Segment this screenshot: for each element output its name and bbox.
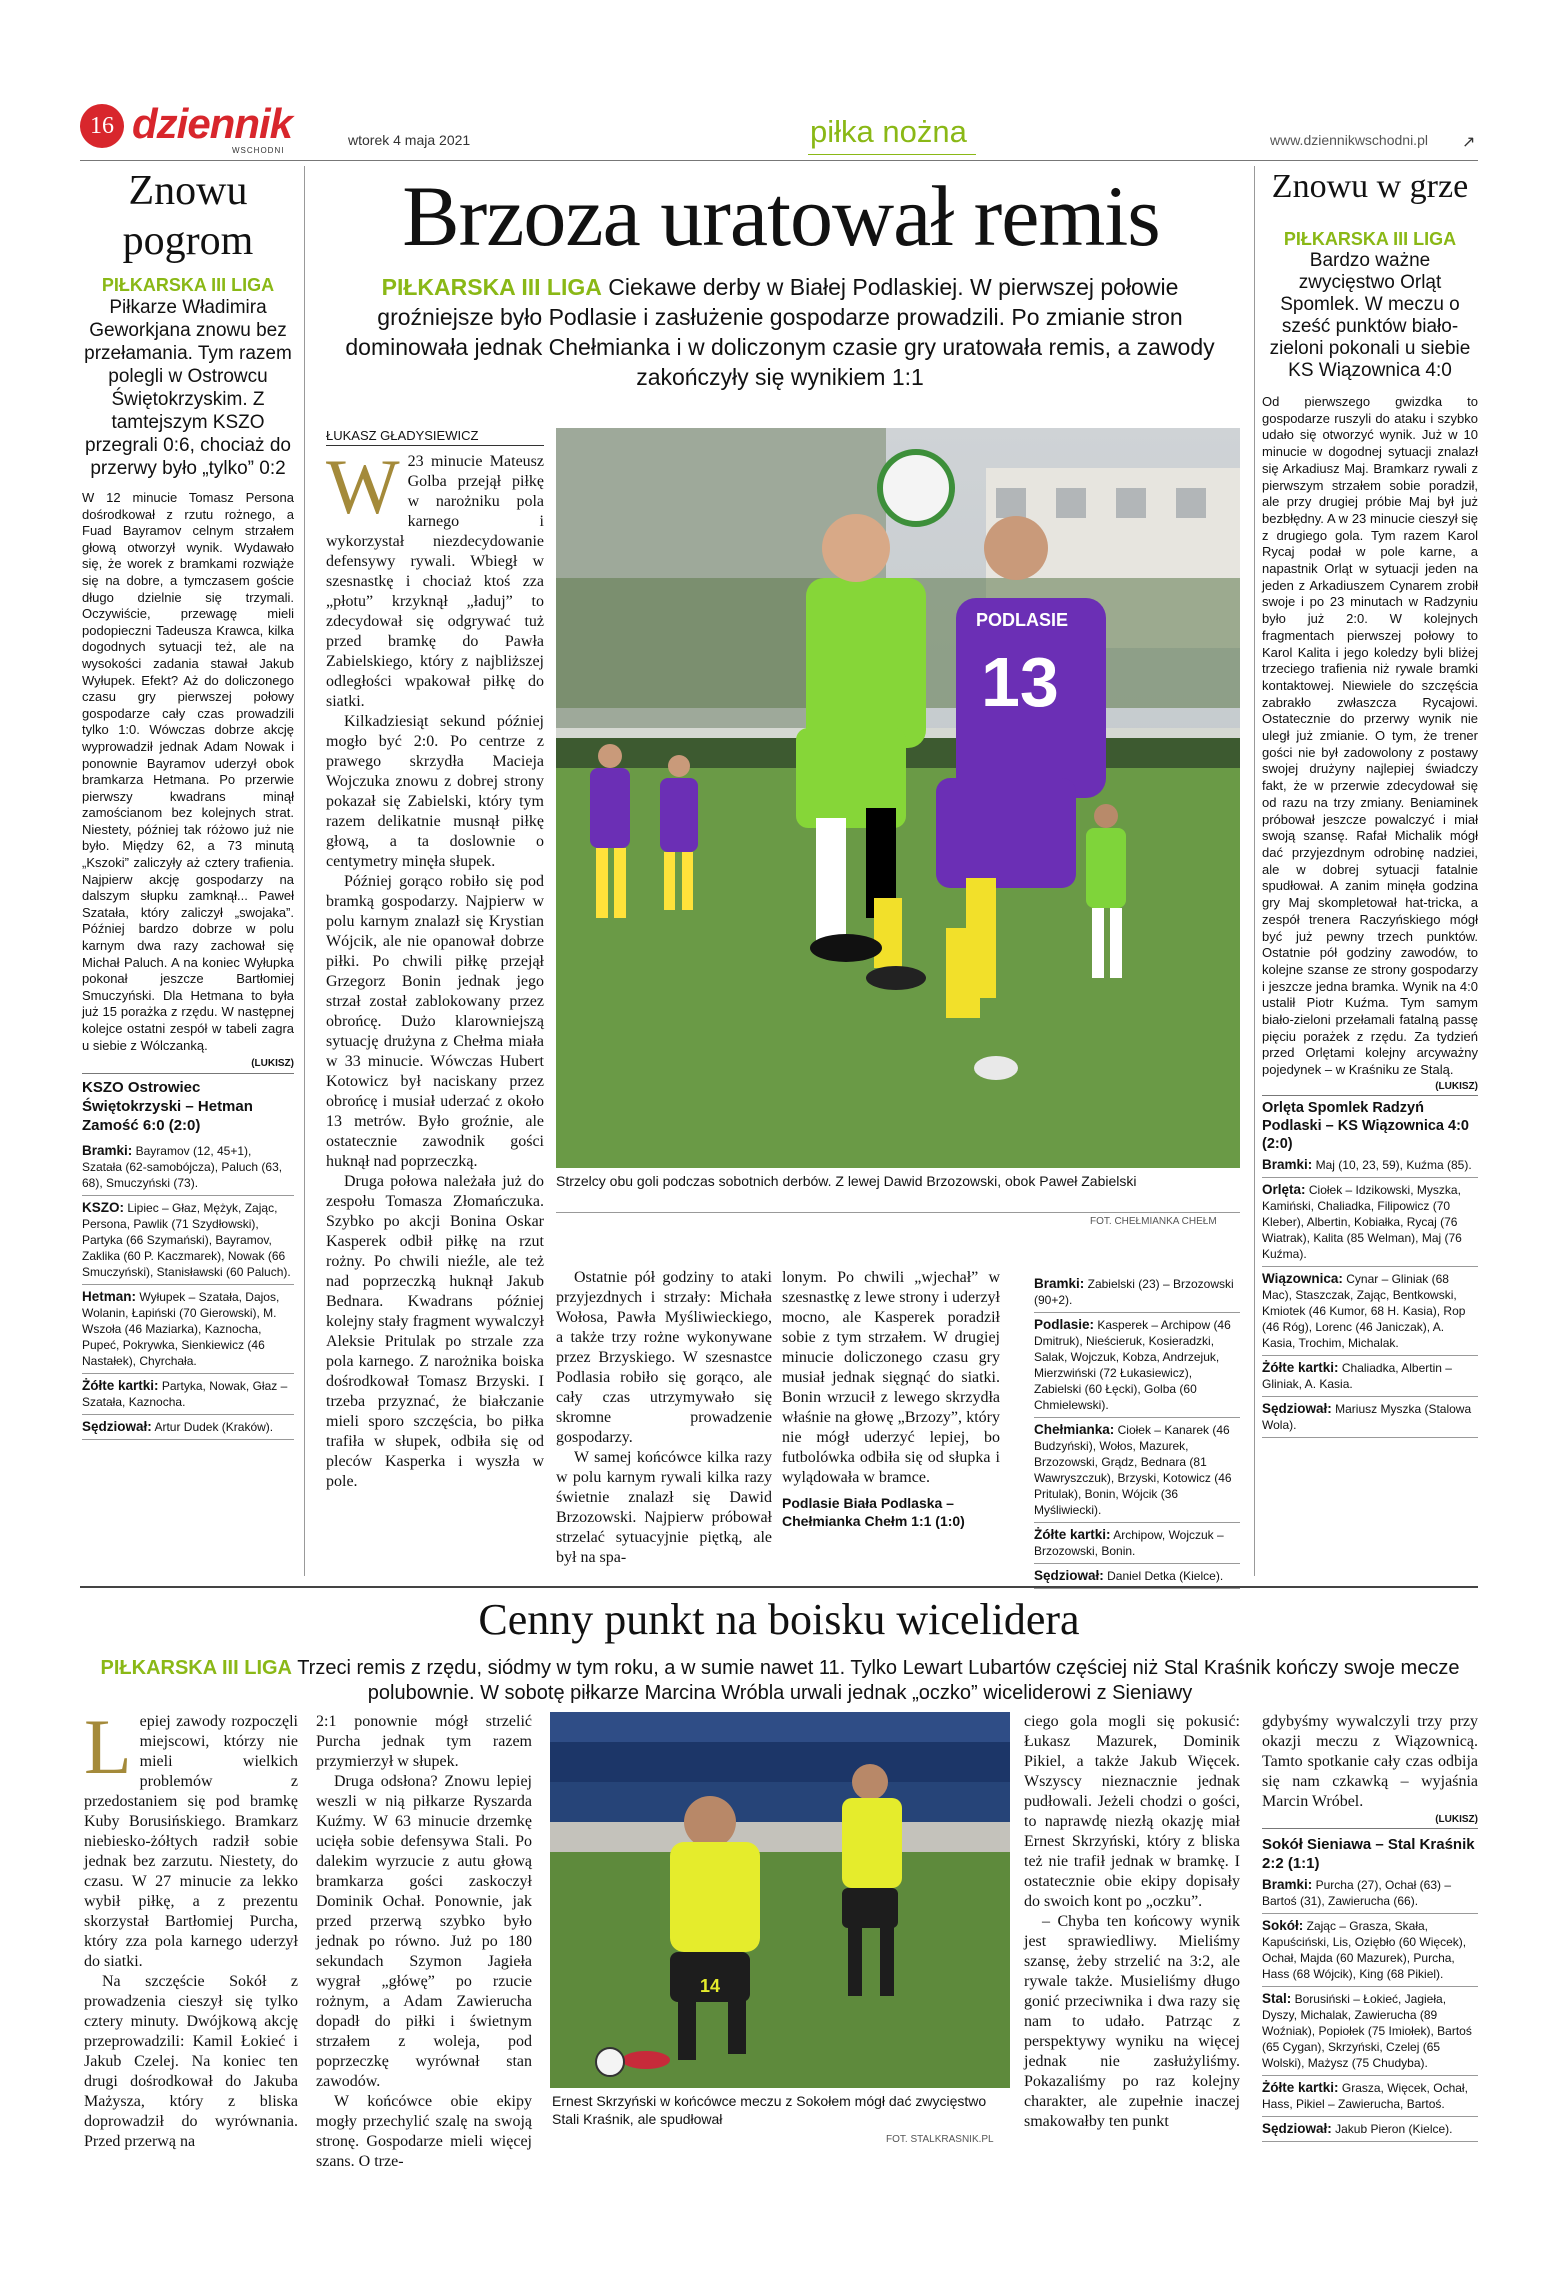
left-article-lede: Piłkarze Władimira Geworkjana znowu bez przełamania. Tym razem polegli w Ostrowcu Świętokrzyskim. Z tamtejszym KSZO przegrali 0:6, chociaż do przerwy było „tylko” 0:2 <box>84 297 292 479</box>
main-article-kicker: PIŁKARSKA III LIGA <box>381 274 602 300</box>
cursor-icon: ↗ <box>1462 134 1476 151</box>
stats-row <box>1262 1401 1478 1438</box>
main-photo-credit: FOT. CHEŁMIANKA CHEŁM <box>1090 1216 1217 1227</box>
right-article-lede: Bardzo ważne zwycięstwo Orląt Spomlek. W meczu o sześć punktów biało-zieloni pokonali u siebie KS Wiązownica 4:0 <box>1269 250 1471 381</box>
bottom-result-title: Sokół Sieniawa – Stal Kraśnik 2:2 (1:1) <box>1262 1836 1475 1872</box>
bottom-col2-p1: 2:1 ponownie mógł strzelić Purcha jednak tym razem przymierzył w słupek. <box>316 1713 532 1770</box>
bottom-col3-p2: – Chyba ten końcowy wynik jest sprawiedliwy. Mieliśmy szansę, żeby strzelić na 3:2, ale rywale także. Musieliśmy długo gonić przeciwnika i dwa razy się nam to udało. Patrząc z perspektywy wyniku na więcej jednak nie zasłużyliśmy. Pokazaliśmy po raz kolejny charakter, ale zupełnie inaczej smakowałby ten punkt <box>1024 1913 1240 2130</box>
page-number-badge: 16 <box>80 104 124 148</box>
stats-text: Jakub Pieron (Kielce). <box>1335 2122 1453 2136</box>
stats-row <box>1262 1877 1478 1914</box>
bottom-photo-caption: Ernest Skrzyński w końcówce meczu z Sokołem mógł dać zwycięstwo Stali Kraśnik, ale spudłował <box>552 2093 987 2127</box>
stats-label: Sędziował: <box>1262 1400 1332 1416</box>
main-result-title: Podlasie Biała Podlaska – Chełmianka Chełm 1:1 (1:0) <box>782 1495 965 1529</box>
stats-row <box>1034 1317 1240 1418</box>
stats-row <box>1262 1157 1478 1178</box>
stats-row <box>1034 1422 1240 1523</box>
bottom-photo-credit: FOT. STALKRASNIK.PL <box>886 2134 994 2145</box>
main-col1-p3: Później gorąco robiło się pod bramką gospodarzy. Najpierw w polu karnym znalazł się Krystian Wójcik, ale nie opanował dobrze piłki. Po chwili piłkę przejął Grzegorz Bonin jednak jego strzał został zablokowany przez obrońcę. Dużo klarowniejszą sytuację drużyna z Chełma miała w 33 minucie. Wówczas Hubert Kotowicz był naciskany przez obrońcę i musiał uderzać z około 13 metrów. Było groźnie, ale ostatecznie zawodnik gości huknął nad poprzeczką. <box>326 873 544 1170</box>
bottom-article-col4 <box>1262 1712 1478 2146</box>
right-stats <box>1262 1157 1478 1438</box>
bottom-col1-p1: epiej zawody rozpoczęli miejscowi, którzy nie mieli wielkich problemów z przedostaniem się pod bramkę Kuby Borusińskiego. Bramkarz niebiesko-żółtych radził sobie jednak bez zarzutu. Niestety, do czasu. W 27 minucie za lekko wybił piłkę, a z prezentu skorzystał Bartłomiej Purcha, który zza pola karnego uderzył do siatki. <box>84 1713 298 1970</box>
stats-text: Maj (10, 23, 59), Kuźma (85). <box>1315 1157 1472 1172</box>
stats-text: Kasperek – Archipow (46 Dmitruk), Nieścieruk, Kosieradzki, Salak, Wojczuk, Kobza, Andrzejuk, Mierzwiński (72 Łukasiewicz), Zabielski (60 Łęcki), Golba (60 Chmielewski). <box>1034 1318 1231 1412</box>
right-article-title: Znowu w grze <box>1271 168 1469 205</box>
bottom-article-title: Cenny punkt na boisku wicelidera <box>478 1595 1080 1644</box>
main-article-col2 <box>556 1268 772 1568</box>
main-photo-caption-rule <box>556 1212 1240 1213</box>
stats-label: Żółte kartki: <box>1262 1359 1339 1375</box>
left-article-title: Znowu pogrom <box>122 168 254 264</box>
jersey-number-14: 14 <box>700 1976 721 1996</box>
section-underline <box>808 154 976 155</box>
bottom-col2-p2: Druga odsłona? Znowu lepiej weszli w nią piłkarze Ryszarda Kuźmy. W 63 minucie drzemkę ucięła sobie defensywa Stali. Po dalekim wyrzucie z autu głową bramkarza gości zaskoczył Dominik Ochał. Ponownie, jak przed przerwą szybko było jednak po równo. Już po 180 sekundach Szymon Jagieła wygrał „główę” po rzucie rożnym, a Adam Zawierucha dopadł do piłki i świetnym strzałem z woleja, pod poprzeczkę wyrównał stan zawodów. <box>316 1773 532 2090</box>
bottom-article-kicker: PIŁKARSKA III LIGA <box>100 1657 292 1679</box>
section-name: piłka nożna <box>810 114 967 149</box>
stats-row <box>1262 1182 1478 1267</box>
bottom-col3-p1: ciego gola mogli się pokusić: Łukasz Mazurek, Dominik Pikiel, a także Jakub Więcek. Wszyscy nieznacznie jednak pudłowali. Jeżeli chodzi o gości, to naprawdę niezłą okazję miał Ernest Skrzyński, który z bliska też nie trafił jednak w bramkę. I ostatecznie obie ekipy dopisały do swoich kont po „oczku”. <box>1024 1713 1240 1910</box>
stats-label: Stal: <box>1262 1991 1292 2006</box>
bottom-section-rule <box>80 1586 1478 1588</box>
stats-row <box>82 1289 294 1374</box>
stats-label: Żółte kartki: <box>1262 2080 1339 2095</box>
website-link[interactable]: www.dziennikwschodni.pl <box>1270 132 1428 148</box>
stats-row <box>1262 1271 1478 1356</box>
right-article-signature: (LUKISZ) <box>1435 1080 1478 1092</box>
stats-label: Żółte kartki: <box>1034 1527 1111 1542</box>
stats-text: Artur Dudek (Kraków). <box>154 1420 274 1435</box>
stats-text: Borusiński – Łokieć, Jagieła, Dyszy, Michalak, Zawierucha (89 Woźniak), Popiołek (75 Imiołek), Bartoś (65 Cygan), Skrzyński, Czelej (65 Wolski), Mażysz (75 Chudyba). <box>1262 1992 1472 2070</box>
stats-text: Bayramov (12, 45+1), Szatała (62-samobójcza), Paluch (63, 68), Smuczyński (73). <box>82 1144 283 1191</box>
main-article-lede-block <box>330 272 1230 392</box>
main-stats <box>1034 1276 1240 1593</box>
main-col3-p1: lonym. Po chwili „wjechał” w szesnastkę z lewe strony i uderzył mocno, ale Kasperek poradził sobie z tym strzałem. W drugiej minucie doliczonego czasu gry musiał jednak sięgnąć do siatki. Bonin wrzucił z lewego skrzydła właśnie na głowę „Brzozy”, który nie mógł uderzyć lepiej, bo futbolówka odbiła się od słupka i wylądowała w bramce. <box>782 1269 1000 1486</box>
stats-text: Cynar – Gliniak (68 Mac), Staszczak, Zając, Bentkowski, Kmiotek (46 Kumor, 68 H. Kasia), Rop (46 Róg), Lorenc (46 Janiczak), A. Kasia, Trochim, Michalak. <box>1262 1271 1466 1350</box>
main-article-col1 <box>326 443 544 1492</box>
right-result-title: Orlęta Spomlek Radzyń Podlaski – KS Wiązownica 4:0 (2:0) <box>1262 1099 1469 1152</box>
left-column-divider <box>304 166 305 1576</box>
stats-text: Grasza, Więcek, Ochał, Hass, Pikiel – Zawierucha, Bartoś. <box>1262 2081 1468 2111</box>
main-article-author: ŁUKASZ GŁADYSIEWICZ <box>326 428 544 446</box>
stats-label: Chełmianka: <box>1034 1422 1115 1437</box>
main-photo-caption: Strzelcy obu goli podczas sobotnich derbów. Z lewej Dawid Brzozowski, obok Paweł Zabielski <box>556 1173 1137 1189</box>
bottom-photo-image <box>550 1712 1010 2088</box>
jersey-team-text: PODLASIE <box>976 610 1069 630</box>
main-col1-p1: 23 minucie Mateusz Golba przejął piłkę w narożniku pola karnego i wykorzystał niezdecydowanie defensywy rywali. Wbiegł w szesnastkę i chociaż ktoś zza „płotu” krzyknął „ładuj” to zdecydował się odgrywać tuż przed bramkę do Pawła Zabielskiego, który z najbliższej odległości wpakował piłkę do siatki. <box>326 453 544 710</box>
stats-text: Daniel Detka (Kielce). <box>1107 1569 1224 1583</box>
stats-row <box>1262 1918 1478 1987</box>
main-col1-p2: Kilkadziesiąt sekund później mogło być 2:0. Po centrze z prawego skrzydła Macieja Wojczuka znowu z dobrej strony pokazał się Zabielski, który tym razem delikatnie musnął piłkę głową, a ta doslownie o centymetry minęła słupek. <box>326 713 544 870</box>
bottom-article-col2 <box>316 1712 532 2172</box>
stats-label: Hetman: <box>82 1289 137 1305</box>
main-col2-p2: W samej końcówce kilka razy w polu karnym rywali kilka razy świetnie znalazł się Dawid Brzozowski. Najpierw próbował strzelać sytuacyjnie piętką, ale był na spa- <box>556 1449 772 1566</box>
stats-label: Sędziował: <box>82 1419 152 1435</box>
bottom-col2-p3: W końcówce obie ekipy mogły przechylić szalę na swoją stronę. Gospodarze mieli więcej szans. O trze- <box>316 2093 532 2170</box>
header-rule <box>80 160 1478 161</box>
stats-label: Bramki: <box>1262 1877 1313 1892</box>
stats-text: Ciołek – Kanarek (46 Budzyński), Wołos, Mazurek, Brzozowski, Grądz, Bednara (81 Wawryszczuk), Brzyski, Kotowicz (46 Pritulak), Bonin, Wójcik (36 Myśliwiecki). <box>1034 1423 1232 1517</box>
stats-text: Lipiec – Głaz, Mężyk, Zając, Persona, Pawlik (71 Szydłowski), Partyka (66 Szymański), Bayramov, Zaklika (60 P. Kaczmarek), Nowak (66 Smuczyński), Stanisławski (60 Paluch). <box>82 1201 291 1280</box>
left-article-kicker: PIŁKARSKA III LIGA <box>101 275 275 295</box>
bottom-photo <box>550 1712 1010 2088</box>
stats-text: Mariusz Myszka (Stalowa Wola). <box>1262 1401 1472 1432</box>
stats-row <box>1262 1360 1478 1397</box>
stats-text: Zabielski (23) – Brzozowski (90+2). <box>1034 1277 1234 1307</box>
stats-label: Żółte kartki: <box>82 1378 159 1394</box>
bottom-article-lede: Trzeci remis z rzędu, siódmy w tym roku, a w sumie nawet 11. Tylko Lewart Lubartów częściej niż Stal Kraśnik kończy swoje mecze polubownie. W sobotę piłkarze Marcina Wróbla urwali jednak „oczko” wiceliderowi z Sieniawy <box>297 1657 1460 1704</box>
left-article-signature: (LUKISZ) <box>251 1058 294 1070</box>
stats-row <box>1034 1276 1240 1313</box>
right-article-body: Od pierwszego gwizdka to gospodarze ruszyli do ataku i szybko udało się otworzyć wynik. Już w 10 minucie w dogodnej sytuacji znalazł się Arkadiusz Maj. Bramkarz rywali z pierwszym strzałem sobie poradził, ale przy drugiej próbie Maj był już bezbłędny. A w 23 minucie cieszył się z drugiego gola. Tym razem Karol Rycaj podał w pole karne, a napastnik Orląt w sytuacji jeden na jeden z Arkadiuszem Cynarem zrobił swoje i po 23 minutach w Radzyniu było już 2:0. W kolejnych fragmentach pierwszej połowy to Karol Kalita i jego koledzy byli bliżej trzeciego trafienia niż rywale bramki kontaktowej. Niewiele do szczęścia zabrakło zwłaszcza Rycajowi. Ostatecznie do przerwy wynik nie uległ już zmianie. O tym, że trener gości nie był zadowolony z postawy swojej drużyny najlepiej świadczy fakt, że w przerwie zdecydował się od razu na trzy zmiany. Beniaminek próbował jeszcze powalczyć i miał swoją szansę. Rafał Michalik mógł dać przyjezdnym odrobinę nadziei, ale w dobrej sytuacji fatalnie spudłował. A zanim minęła godzina gry Maj skompletował hat-tricka, a zespół trenera Raczyńskiego mógł być już pewny trzech punktów. Ostatnie pół godziny zawodów, to kolejne szanse ze strony gospodarzy i jeszcze jedna bramka. Wynik na 4:0 ustalił Piotr Kuźma. Tym samym biało-zieloni przełamali fatalną passę pięciu porażek z rzędu. Za tydzień przed Orlętami kolejny arcyważny pojedynek – w Kraśniku ze Stalą. <box>1262 394 1478 1078</box>
stats-row <box>82 1378 294 1415</box>
stats-label: Orlęta: <box>1262 1181 1306 1197</box>
left-stats <box>82 1143 294 1440</box>
issue-date: wtorek 4 maja 2021 <box>348 132 471 148</box>
main-dropcap: W <box>326 443 400 530</box>
jersey-number-13: 13 <box>981 643 1059 721</box>
stats-row <box>1262 2080 1478 2117</box>
stats-text: Ciołek – Idzikowski, Myszka, Kamiński, Chaliadka, Filipowicz (70 Kleber), Albertin, Kobiałka, Rycaj (76 Wiatrak), Kalita (85 Welman), Maj (76 Kuźma). <box>1262 1182 1462 1261</box>
stats-label: Wiązownica: <box>1262 1270 1343 1286</box>
stats-row <box>82 1419 294 1440</box>
bottom-stats <box>1262 1877 1478 2142</box>
bottom-article-signature: (LUKISZ) <box>1435 1814 1478 1825</box>
main-article-col3 <box>782 1268 1000 1530</box>
stats-label: Sędziował: <box>1262 2121 1332 2136</box>
stats-text: Wyłupek – Szatała, Dajos, Wolanin, Łapiński (70 Gierowski), M. Wszoła (46 Maziarka), Kaznocha, Pupeć, Pokrywka, Sienkiewicz (46 Nastałek), Chyrchała. <box>82 1290 280 1369</box>
main-photo-image <box>556 428 1240 1168</box>
bottom-article-col1 <box>84 1703 298 2152</box>
stats-row <box>82 1143 294 1196</box>
left-article-body: W 12 minucie Tomasz Persona dośrodkował z rzutu rożnego, a Fuad Bayramov celnym strzałem głową otworzył wynik. Wydawało się, że worek z bramkami rozwiąże się na dobre, a tymczasem goście długo dzielnie się trzymali. Oczywiście, przewagę mieli podopieczni Tadeusza Krawca, kilka dogodnych sytuacji też, ale na wysokości zadania stawał Jakub Wyłupek. Efekt? Aż do doliczonego czasu gry pierwszej połowy gospodarze cały czas prowadzili tylko 1:0. Wówczas dobrze akcję wyprowadził jednak Adam Nowak i ponownie Bayramov uderzył obok bramkarza Hetmana. Po przerwie pierwszy kwadrans minął zamościanom bez kolejnych strat. Niestety, później tak różowo już nie było. Między 62, a 73 minutą „Kszoki” zaliczyły aż cztery trafienia. Najpierw akcję gospodarzy na dalszym słupku zamknął... Paweł Szatała, który zaliczył „swojaka”. Później bardzo dobrze w polu karnym dwa razy zachował się Michał Paluch. A na koniec Wyłupka pokonał jeszcze Bartłomiej Smuczyński. Dla Hetmana to była już 15 porażka z rzędu. W następnej kolejce ostatni zespół w tabeli zagra u siebie z Wólczanką. <box>82 490 294 1053</box>
stats-text: Archipow, Wojczuk – Brzozowski, Bonin. <box>1034 1528 1224 1558</box>
right-article <box>1262 166 1478 1442</box>
stats-text: Partyka, Nowak, Głaz – Szatała, Kaznocha. <box>82 1379 288 1410</box>
left-result-title: KSZO Ostrowiec Świętokrzyski – Hetman Zamość 6:0 (2:0) <box>82 1079 253 1135</box>
stats-row <box>1262 2121 1478 2142</box>
stats-text: Purcha (27), Ochał (63) – Bartoś (31), Zawierucha (66). <box>1262 1878 1452 1908</box>
main-col1-p4: Druga połowa należała już do zespołu Tomasza Złomańczuka. Szybko po akcji Bonina Oskar Kasperek odbił piłkę na rzut rożny. Po chwili nieźle, ale też nad poprzeczką huknął Jakub Bednara. Kwadrans później kolejny stały fragment wywalczył Aleksie Pritulak po strzale zza pola karnego. Z narożnika boiska dośrodkował Tomasz Brzyski. I trzeba przyznać, że białczanie mieli sporo szczęścia, bo piłka trafiła w słupek, odbiła się od pleców Kasperka i wyszła w pole. <box>326 1173 544 1490</box>
stats-text: Chaliadka, Albertin – Gliniak, A. Kasia. <box>1262 1360 1452 1391</box>
bottom-article-col3 <box>1024 1712 1240 2132</box>
left-article <box>82 166 294 1444</box>
stats-label: Sędziował: <box>1034 1568 1104 1583</box>
main-article-lede: Ciekawe derby w Białej Podlaskiej. W pierwszej połowie groźniejsze było Podlasie i zasłużenie gospodarze prowadzili. Po zmianie stron dominowała jednak Chełmianka i w doliczonym czasie gry uratowała remis, a zawody zakończyły się wynikiem 1:1 <box>345 274 1215 390</box>
stats-label: Bramki: <box>1262 1156 1313 1172</box>
main-article-title: Brzoza uratował remis <box>402 168 1160 264</box>
stats-row <box>82 1200 294 1285</box>
logo-subtext: WSCHODNI <box>232 146 285 155</box>
stats-label: Sokół: <box>1262 1918 1304 1933</box>
page-header <box>80 100 1480 155</box>
bottom-dropcap: L <box>84 1703 132 1790</box>
stats-label: Bramki: <box>1034 1276 1085 1291</box>
right-column-divider <box>1254 166 1255 1576</box>
stats-text: Zając – Grasza, Skała, Kapuściński, Lis, Oziębło (60 Więcek), Ochał, Majda (60 Mazurek), Purcha, Hass (68 Wójcik), King (68 Pikiel). <box>1262 1919 1467 1981</box>
stats-row <box>1034 1527 1240 1564</box>
stats-label: Bramki: <box>82 1143 133 1159</box>
bottom-col1-p2: Na szczęście Sokół z prowadzenia cieszył się tylko cztery minuty. Dwójkową akcję przeprowadzili: Kamil Łokieć i Jakub Czelej. Na koniec ten drugi dośrodkował do Jakuba Mażysza, który z bliska doprowadził do wyrównania. Przed przerwą na <box>84 1973 298 2150</box>
stats-label: Podlasie: <box>1034 1317 1095 1332</box>
logo-text: dziennik <box>132 100 293 147</box>
stats-label: KSZO: <box>82 1200 124 1216</box>
stats-row <box>1262 1991 1478 2076</box>
bottom-article-lede-block <box>100 1656 1460 1706</box>
main-photo <box>556 428 1240 1168</box>
main-col2-p1: Ostatnie pół godziny to ataki przyjezdnych i strzały: Michała Wołosa, Pawła Myśliwieckiego, a także trzy rożne wykonywane przez Brzyskiego. W szesnastce Podlasia robiło się gorąco, ale cały czas utrzymywało się skromne prowadzenie gospodarzy. <box>556 1269 772 1446</box>
bottom-col4-p1: gdybyśmy wywalczyli trzy przy okazji meczu z Wiązownicą. Tamto spotkanie cały czas odbija się nam czkawką – wyjaśnia Marcin Wróbel. <box>1262 1713 1478 1810</box>
right-article-kicker: PIŁKARSKA III LIGA <box>1283 229 1457 249</box>
logo <box>132 100 293 155</box>
